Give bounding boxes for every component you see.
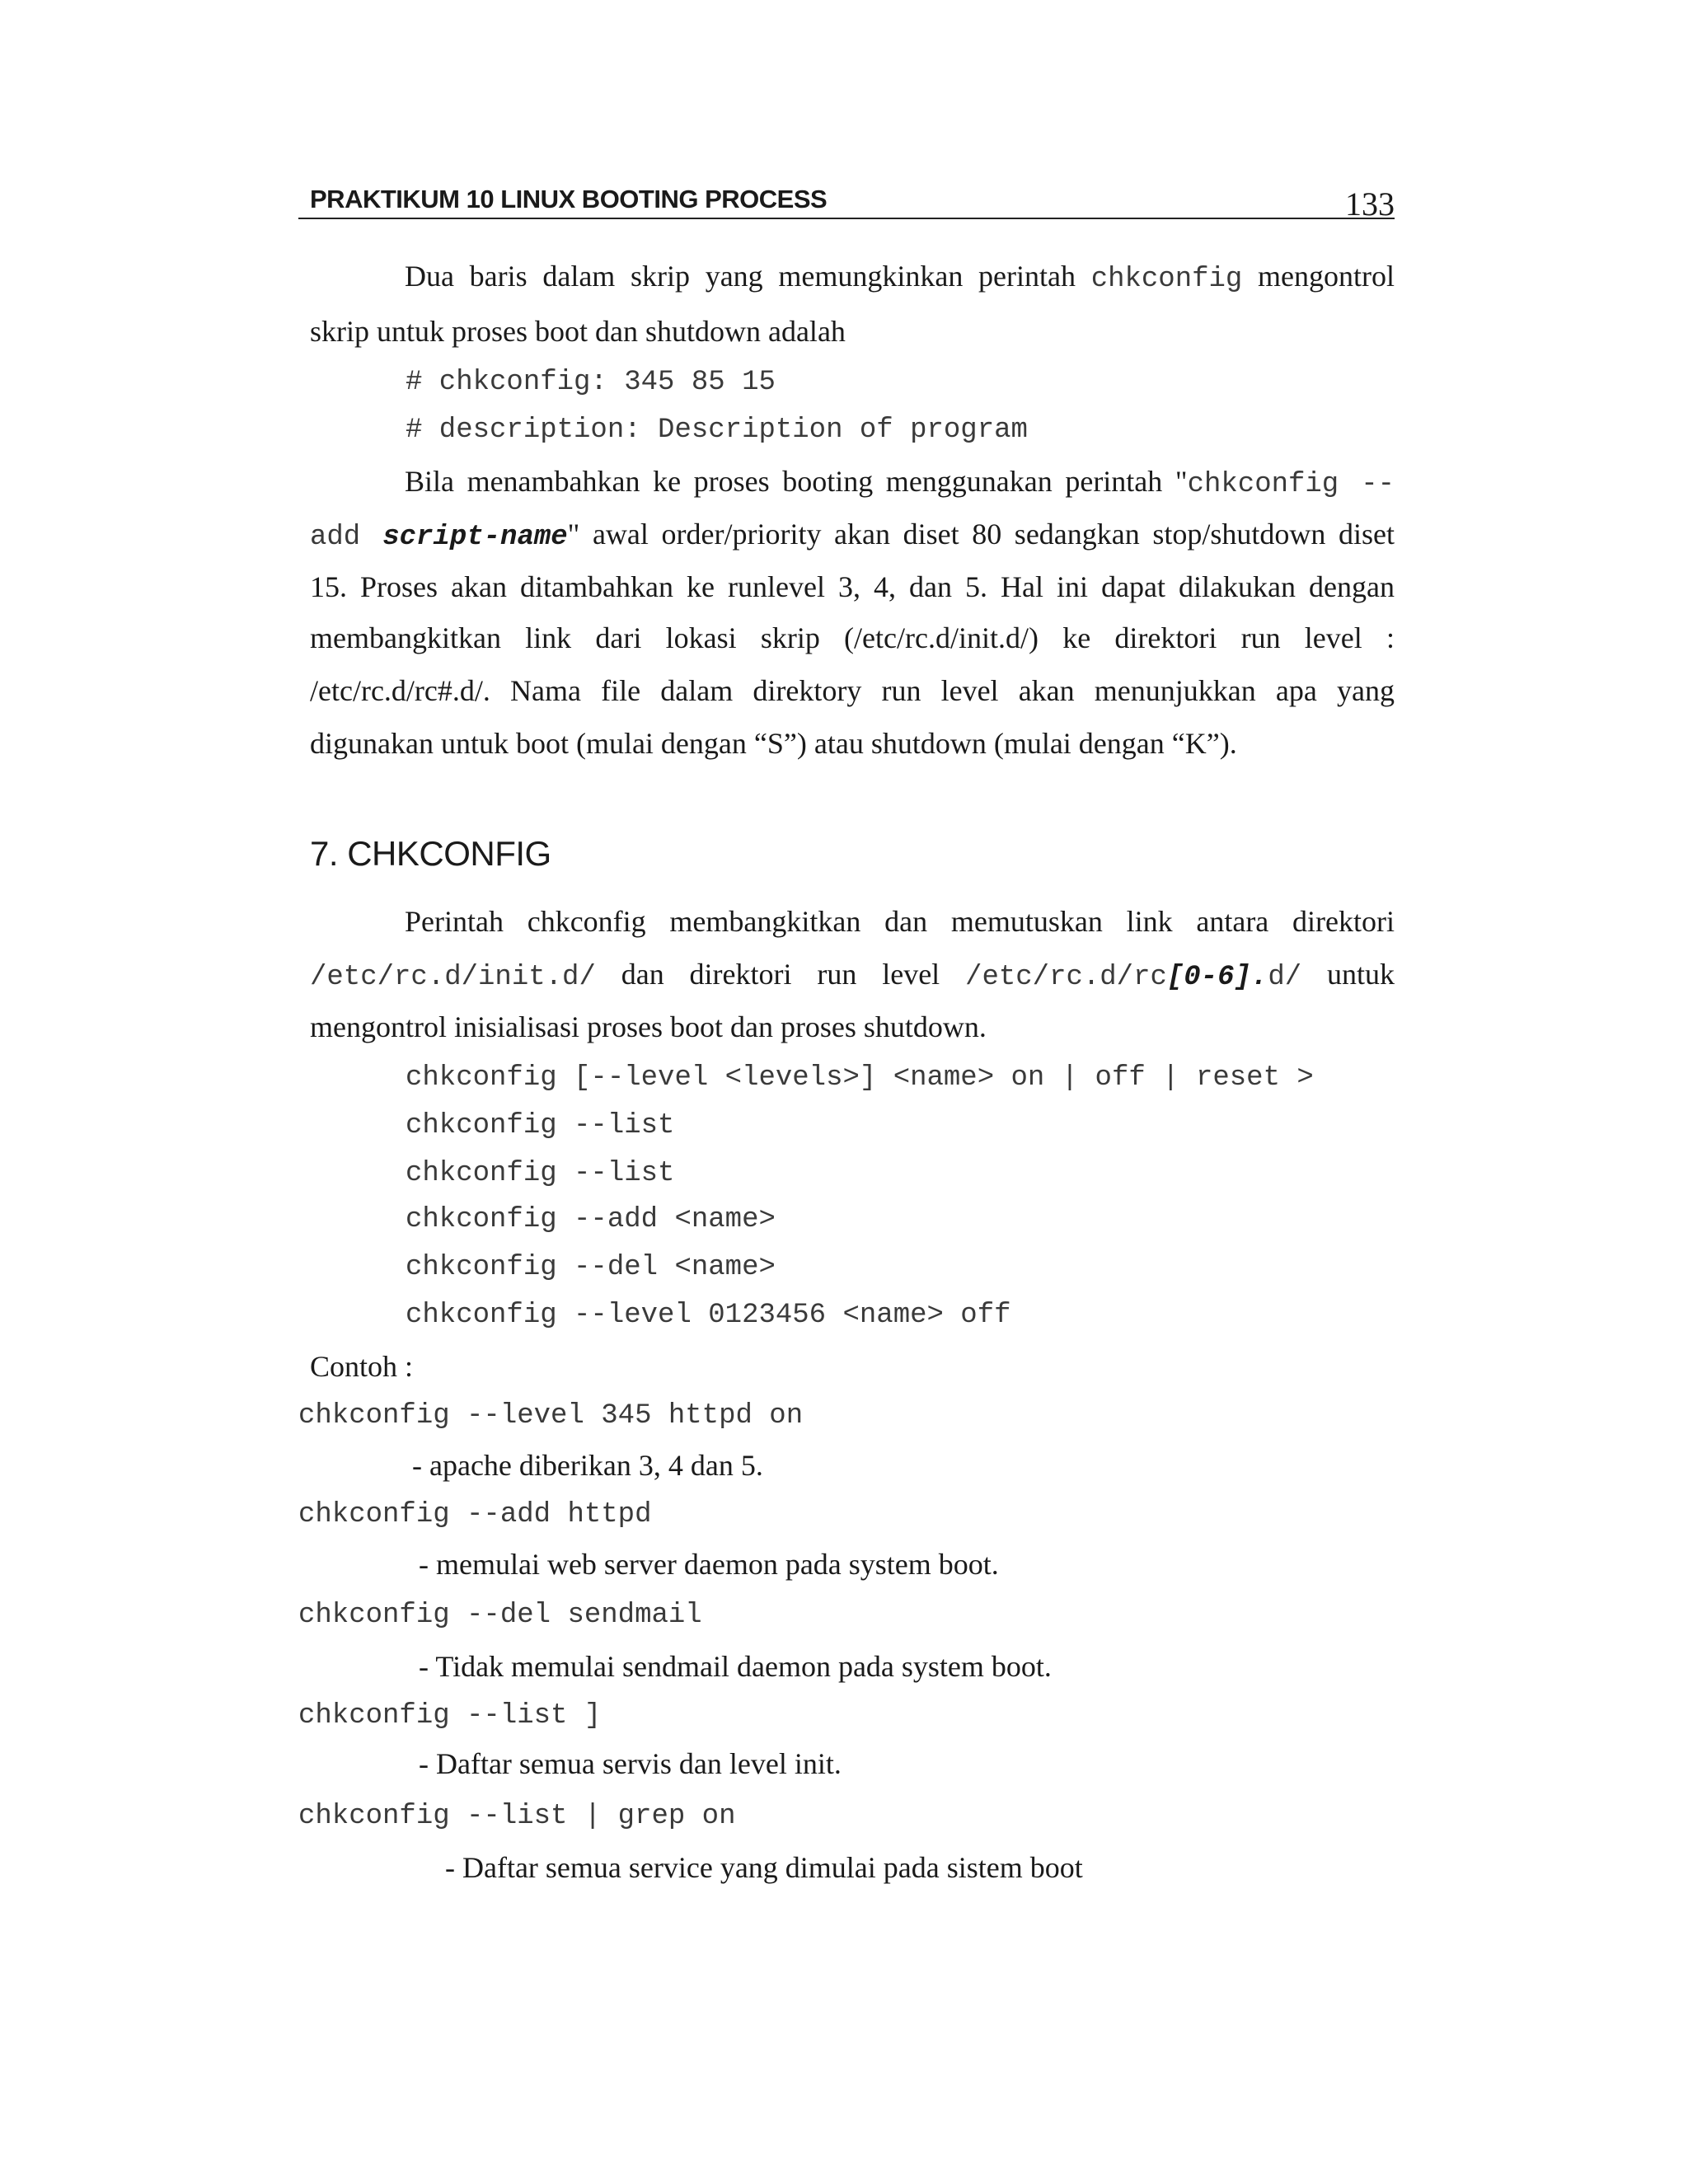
path-part: /etc/rc.d/rc xyxy=(965,962,1167,993)
example-description: - Daftar semua service yang dimulai pada sistem boot xyxy=(445,1851,1083,1884)
paragraph-2-line-4: membangkitkan link dari lokasi skrip (/etc/rc.d/init.d/) ke direktori run level : xyxy=(310,621,1395,654)
example-command: chkconfig --list | grep on xyxy=(298,1801,736,1832)
inline-argument: script-name xyxy=(382,522,568,553)
code-line: # description: Description of program xyxy=(406,415,1028,446)
path-part: d/ xyxy=(1268,962,1302,993)
example-command: chkconfig --list ] xyxy=(298,1700,602,1732)
paragraph-3-line-1: Perintah chkconfig membangkitkan dan memutuskan link antara direktori xyxy=(405,905,1395,938)
syntax-line: chkconfig --add <name> xyxy=(406,1204,776,1235)
text: dan direktori run level xyxy=(595,958,966,991)
text: Bila menambahkan ke proses booting menggunakan perintah " xyxy=(405,465,1188,498)
example-command: chkconfig --del sendmail xyxy=(298,1600,702,1631)
running-header-title: PRAKTIKUM 10 LINUX BOOTING PROCESS xyxy=(310,185,828,213)
paragraph-1-line-1 xyxy=(310,258,1395,298)
inline-path xyxy=(965,958,1301,991)
paragraph-3-line-3: mengontrol inisialisasi proses boot dan proses shutdown. xyxy=(310,1010,987,1043)
paragraph-2-line-6: digunakan untuk boot (mulai dengan “S”) atau shutdown (mulai dengan “K”). xyxy=(310,727,1237,760)
syntax-line: chkconfig --del <name> xyxy=(406,1252,776,1283)
paragraph-2-line-3: 15. Proses akan ditambahkan ke runlevel 3, 4, dan 5. Hal ini dapat dilakukan dengan xyxy=(310,570,1395,603)
syntax-line: chkconfig --level 0123456 <name> off xyxy=(406,1300,1011,1331)
example-description: - Daftar semua servis dan level init. xyxy=(419,1747,842,1780)
inline-path: /etc/rc.d/init.d/ xyxy=(310,962,596,993)
paragraph-2-line-1 xyxy=(310,463,1395,503)
syntax-line: chkconfig --list xyxy=(406,1110,675,1141)
inline-command: chkconfig xyxy=(1090,264,1243,295)
syntax-line: chkconfig --list xyxy=(406,1158,675,1189)
inline-command: add xyxy=(310,522,383,553)
example-description: - memulai web server daemon pada system boot. xyxy=(419,1548,999,1581)
example-command: chkconfig --level 345 httpd on xyxy=(298,1400,804,1432)
section-heading: 7. CHKCONFIG xyxy=(310,834,551,873)
examples-label: Contoh : xyxy=(310,1350,414,1383)
example-command: chkconfig --add httpd xyxy=(298,1499,652,1530)
example-description: - Tidak memulai sendmail daemon pada system boot. xyxy=(419,1650,1052,1683)
header-rule xyxy=(298,218,1395,219)
text: " awal order/priority akan diset 80 sedangkan stop/shutdown diset xyxy=(567,518,1395,551)
inline-command: chkconfig -- xyxy=(1187,469,1395,500)
text: Dua baris dalam skrip yang memungkinkan perintah xyxy=(405,260,1091,293)
paragraph-3-line-2 xyxy=(310,956,1395,996)
paragraph-2-line-2 xyxy=(310,516,1395,555)
page-number: 133 xyxy=(1345,185,1395,223)
example-description: - apache diberikan 3, 4 dan 5. xyxy=(412,1449,763,1482)
paragraph-1-line-2: skrip untuk proses boot dan shutdown adalah xyxy=(310,315,846,348)
code-line: # chkconfig: 345 85 15 xyxy=(406,367,776,398)
paragraph-2-line-5: /etc/rc.d/rc#.d/. Nama file dalam direktory run level akan menunjukkan apa yang xyxy=(310,674,1395,707)
syntax-line: chkconfig [--level <levels>] <name> on | off | reset > xyxy=(406,1062,1314,1094)
text: untuk xyxy=(1301,958,1395,991)
path-part: [0-6]. xyxy=(1166,962,1268,993)
text: mengontrol xyxy=(1242,260,1395,293)
